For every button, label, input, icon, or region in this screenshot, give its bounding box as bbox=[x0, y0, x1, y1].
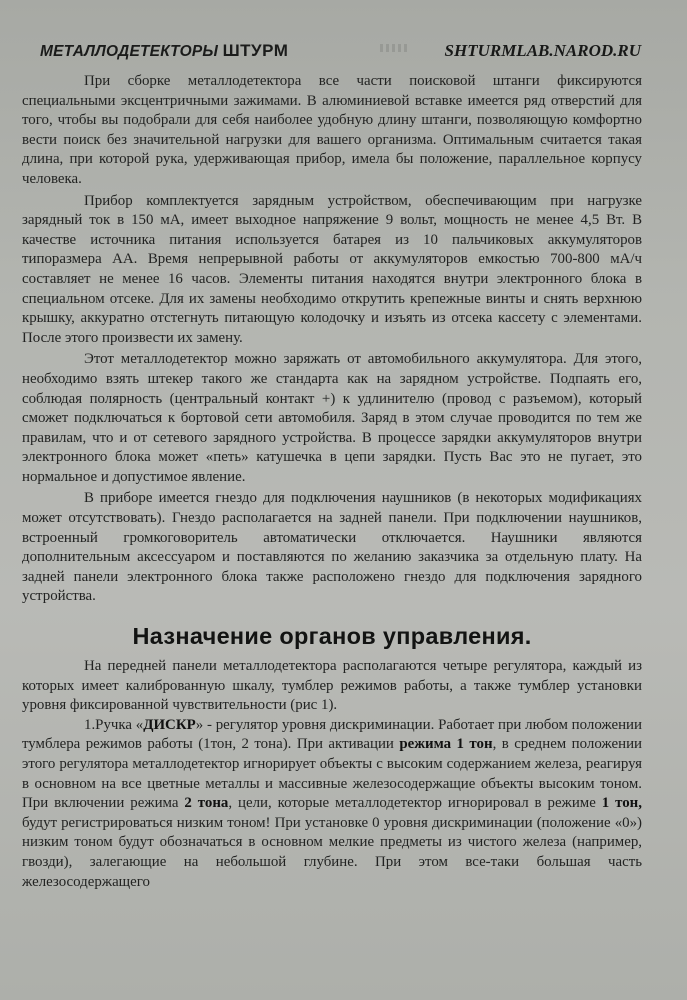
discr-text-2: » - регулятор уровня дискриминации. Работает при любом положении тумблера режимов работы (1тон, 2 тона). При активации bbox=[22, 716, 642, 753]
paragraph-headphones: В приборе имеется гнездо для подключения наушников (в некоторых модификациях может отсутствовать). Гнездо располагается на задней панели. При подключении наушников, встроенный громкоговоритель автоматически отключается. Наушники являются дополнительным аксессуаром и поставляются по желанию заказчика за отдельную плату. На задней панели электронного блока также расположено гнездо для подключения зарядного устройства. bbox=[22, 490, 642, 605]
section-heading: Назначение органов управления. bbox=[132, 623, 532, 650]
paragraph-car-charging: Этот металлодетектор можно заряжать от автомобильного аккумулятора. Для этого, необходимо взять штекер такого же стандарта как на зарядном устройстве. Подпаять его, соблюдая полярность (центральный контакт +) к удлинителю (провод с разъемом), который сможет подключаться к бортовой сети автомобиля. Заряд в этом случае проводится по тем же правилам, что и от сетевого зарядного устройства. В процессе зарядки аккумуляторов внутри электронного блока может «петь» катушечка в цепи зарядки. Пусть Вас это не пугает, это нормальное и допустимое явление. bbox=[22, 351, 642, 485]
paragraph-front-panel: На передней панели металлодетектора располагаются четыре регулятора, каждый из которых имеет калиброванную шкалу, тумблер режимов работы, а также тумблер установки уровня фиксированной чувствительности (рис 1). bbox=[22, 658, 642, 714]
brand-title bbox=[40, 41, 288, 61]
discr-bold-1: ДИСКР bbox=[143, 716, 196, 733]
discr-bold-3: 2 тона bbox=[184, 795, 229, 812]
discr-text-4: , цели, которые металлодетектор игнорировал в режиме bbox=[228, 795, 602, 812]
brand-name: ШТУРМ bbox=[222, 41, 289, 60]
discr-text-1: 1.Ручка « bbox=[84, 716, 144, 733]
discr-bold-4: 1 тон, bbox=[601, 795, 642, 812]
paragraph-discr-knob bbox=[22, 716, 642, 892]
paragraph-charger: Прибор комплектуется зарядным устройством, обеспечивающим при нагрузке зарядный ток в 150 мА, имеет выходное напряжение 9 вольт, мощность не менее 4,5 Вт. В качестве источника питания используется батарея из 10 пальчиковых аккумуляторов типоразмера АА. Время непрерывной работы от аккумуляторов емкостью 700-800 мА/ч составляет не менее 16 часов. Элементы питания находятся внутри электронного блока в специальном отсеке. Для их замены необходимо открутить крепежные винты и снять верхнюю крышку, аккуратно отстегнуть питающую колодочку и изъять из отсека кассету с элементами. После этого произвести их замену. bbox=[22, 192, 642, 346]
paragraph-assembly: При сборке металлодетектора все части поисковой штанги фиксируются специальными эксцентричными зажимами. В алюминиевой вставке имеется ряд отверстий для того, чтобы вы подобрали для себя наиболее удобную длину штанги, позволяющую комфортно вести поиск без значительной нагрузки для вашего организма. Оптимальным считается такая длина, при которой рука, удерживающая прибор, имела бы положение, параллельное корпусу человека. bbox=[22, 73, 642, 187]
scan-artifact bbox=[380, 44, 410, 52]
discr-text-3: , в среднем положении этого регулятора металлодетектор игнорирует объекты с высоким содержанием железа, реагируя в основном на все цветные металлы и массивные железосодержащие объекты высоким тоном. При включении режима bbox=[22, 736, 643, 812]
body-text bbox=[22, 72, 642, 892]
discr-bold-2: режима 1 тон bbox=[399, 736, 493, 753]
discr-text-5: будут регистрироваться низким тоном! При установке 0 уровня дискриминации (положение «0») низким тоном будут обозначаться в основном мелкие предметы из чистого железа (например, гвозди), залегающие на небольшой глубине. При этом все-таки большая часть железосодержащего bbox=[22, 814, 642, 890]
site-url: SHTURMLAB.NAROD.RU bbox=[444, 41, 641, 60]
page-header bbox=[40, 38, 641, 64]
brand-prefix: МЕТАЛЛОДЕТЕКТОРЫ bbox=[40, 43, 223, 60]
